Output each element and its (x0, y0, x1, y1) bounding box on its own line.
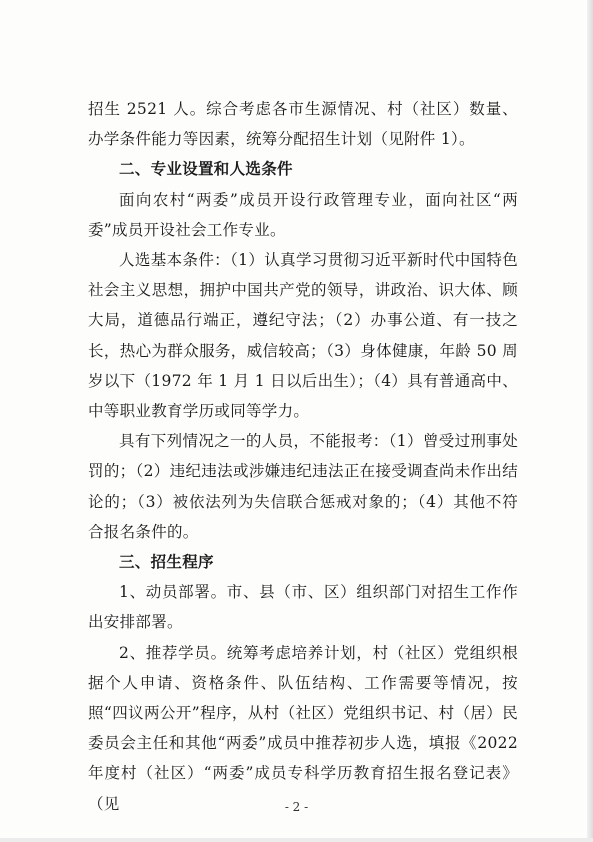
document-body (88, 94, 518, 819)
paragraph-exclusions: 具有下列情况之一的人员，不能报考：（1）曾受过刑事处罚的；（2）违纪违法或涉嫌违纪违法正在接受调查尚未作出结论的；（3）被依法列为失信联合惩戒对象的；（4）其他不符合报名条件的。 (88, 432, 518, 541)
page-bottom-edge (0, 838, 593, 842)
paragraph-step-recommend: 2、推荐学员。统筹考虑培养计划，村（社区）党组织根据个人申请、资格条件、队伍结构、工作需要等情况，按照“四议两公开”程序，从村（社区）党组织书记、村（居）民委员会主任和其他“两委”成员中推荐初步人选，填报《2022 年度村（社区）“两委”成员专科学历教育招生报名登记表》（见 (88, 643, 518, 813)
paragraph-majors: 面向农村“两委”成员开设行政管理专业，面向社区“两委”成员开设社会工作专业。 (88, 190, 518, 239)
page-number: - 2 - (284, 800, 309, 814)
page-edge-shadow (587, 0, 593, 842)
section-heading-majors: 二、专业设置和人选条件 (119, 160, 293, 179)
paragraph-basic-conditions: 人选基本条件：（1）认真学习贯彻习近平新时代中国特色社会主义思想，拥护中国共产党的领导，讲政治、识大体、顾大局，道德品行端正，遵纪守法；（2）办事公道、有一技之长，热心为群众服务，威信较高；（3）身体健康，年龄 50 周岁以下（1972 年 1 月 1 日以后出生）；（4）具有普通高中、中等职业教育学历或同等学力。 (88, 251, 518, 421)
paragraph-enrollment: 招生 2521 人。综合考虑各市生源情况、村（社区）数量、办学条件能力等因素，统筹分配招生计划（见附件 1）。 (88, 100, 518, 149)
section-heading-procedure: 三、招生程序 (119, 553, 214, 572)
paragraph-step-mobilize: 1、动员部署。市、县（市、区）组织部门对招生工作作出安排部署。 (88, 583, 518, 632)
